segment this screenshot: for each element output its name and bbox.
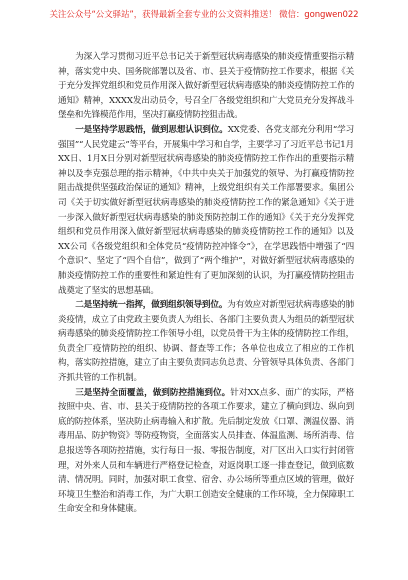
- paragraph-section-1: [58, 123, 354, 298]
- promo-banner: 关注公众号“公文驿站”，获得最新全套专业的公文资料推送！ 微信：gongwen022: [49, 10, 359, 20]
- paragraph-text: 为深入学习贯彻习近平总书记关于新型冠状病毒感染的肺炎疫情重要指示精神，落实党中央、国务院部署以及省、市、县关于疫情防控工作要求，根据《关于充分发挥党组织和党员作用深入做好新型冠状病毒感染的肺炎疫情防控工作的通知》精神，XXXX发出动员令，号召全厂各级党组织和广大党员充分发挥战斗堡垒和先锋模范作用，坚决打赢疫情防控狙击战。: [58, 52, 354, 121]
- paragraph-heading: 一是坚持学思践悟，做到思想认识到位。: [75, 124, 228, 135]
- paragraph-section-2: [58, 298, 354, 386]
- paragraph-heading: 三是坚持全面覆盖，做到防控措施到位。: [75, 387, 231, 398]
- paragraph-text: XX党委、各党支部充分利用“学习强国”“人民党建云”等平台，开展集中学习和自学，主要学习了习近平总书记1月XX日、1月X日分别对新型冠状病毒感染的肺炎疫情防控工作作出的重要指示精神以及李克强总理的指示精神，《中共中央关于加强党的领导、为打赢疫情防控阻击战提供坚强政治保证的通知》精神，上级党组织有关工作部署要求。集团公司《关于切实做好新型冠状病毒感染的肺炎疫情防控工作的紧急通知》《关于进一步深入做好新型冠状病毒感染的肺炎预防控制工作的通知》《关于充分发挥党组织和党员作用深入做好新型冠状病毒感染的肺炎疫情防控工作的通知》以及XX公司《各级党组织和全体党员“疫情防控冲锋令”》，在学思践悟中增强了“四个意识”、坚定了“四个自信”，做到了“两个维护”，对做好新型冠状病毒感染的肺炎疫情防控工作的重要性和紧迫性有了更加深刻的认识，为打赢疫情防控阻击战奠定了坚实的思想基础。: [58, 124, 354, 296]
- paragraph-text: 针对XX点多、面广的实际，严格按照中央、省、市、县关于疫情防控的各项工作要求，建立了横向到边、纵向到底的防控体系，坚决防止病毒输入和扩散。先后制定发放《口罩、测温仪器、消毒用品、防护物资》等防疫物资，全面落实人员排查、体温监测、场所消毒、信息报送等各项防控措施，实行每日一报、零报告制度，对厂区出入口实行封闭管理，对外来人员和车辆进行严格登记检查，对返岗职工逐一排查登记，做到底数清、情况明。同时，加强对职工食堂、宿舍、办公场所等重点区域的管理，做好环境卫生整治和消毒工作，为广大职工创造安全健康的工作环境，全力保障职工生命安全和身体健康。: [58, 387, 354, 515]
- document-body: [58, 50, 354, 517]
- paragraph-heading: 二是坚持统一指挥，做到组织领导到位。: [75, 300, 228, 311]
- paragraph-section-3: [58, 386, 354, 517]
- paragraph-intro: [58, 50, 354, 123]
- paragraph-text: 为有效应对新型冠状病毒感染的肺炎疫情，成立了由党政主要负责人为组长、各部门主要负责人为组员的新型冠状病毒感染的肺炎疫情防控工作领导小组，以党员骨干为主体的疫情防控工作组，负责全厂疫情防控的组织、协调、督查等工作；各单位也成立了相应的工作机构，落实防控措施，建立了由主要负责同志负总责、分管领导具体负责、各部门齐抓共管的工作机制。: [58, 300, 354, 384]
